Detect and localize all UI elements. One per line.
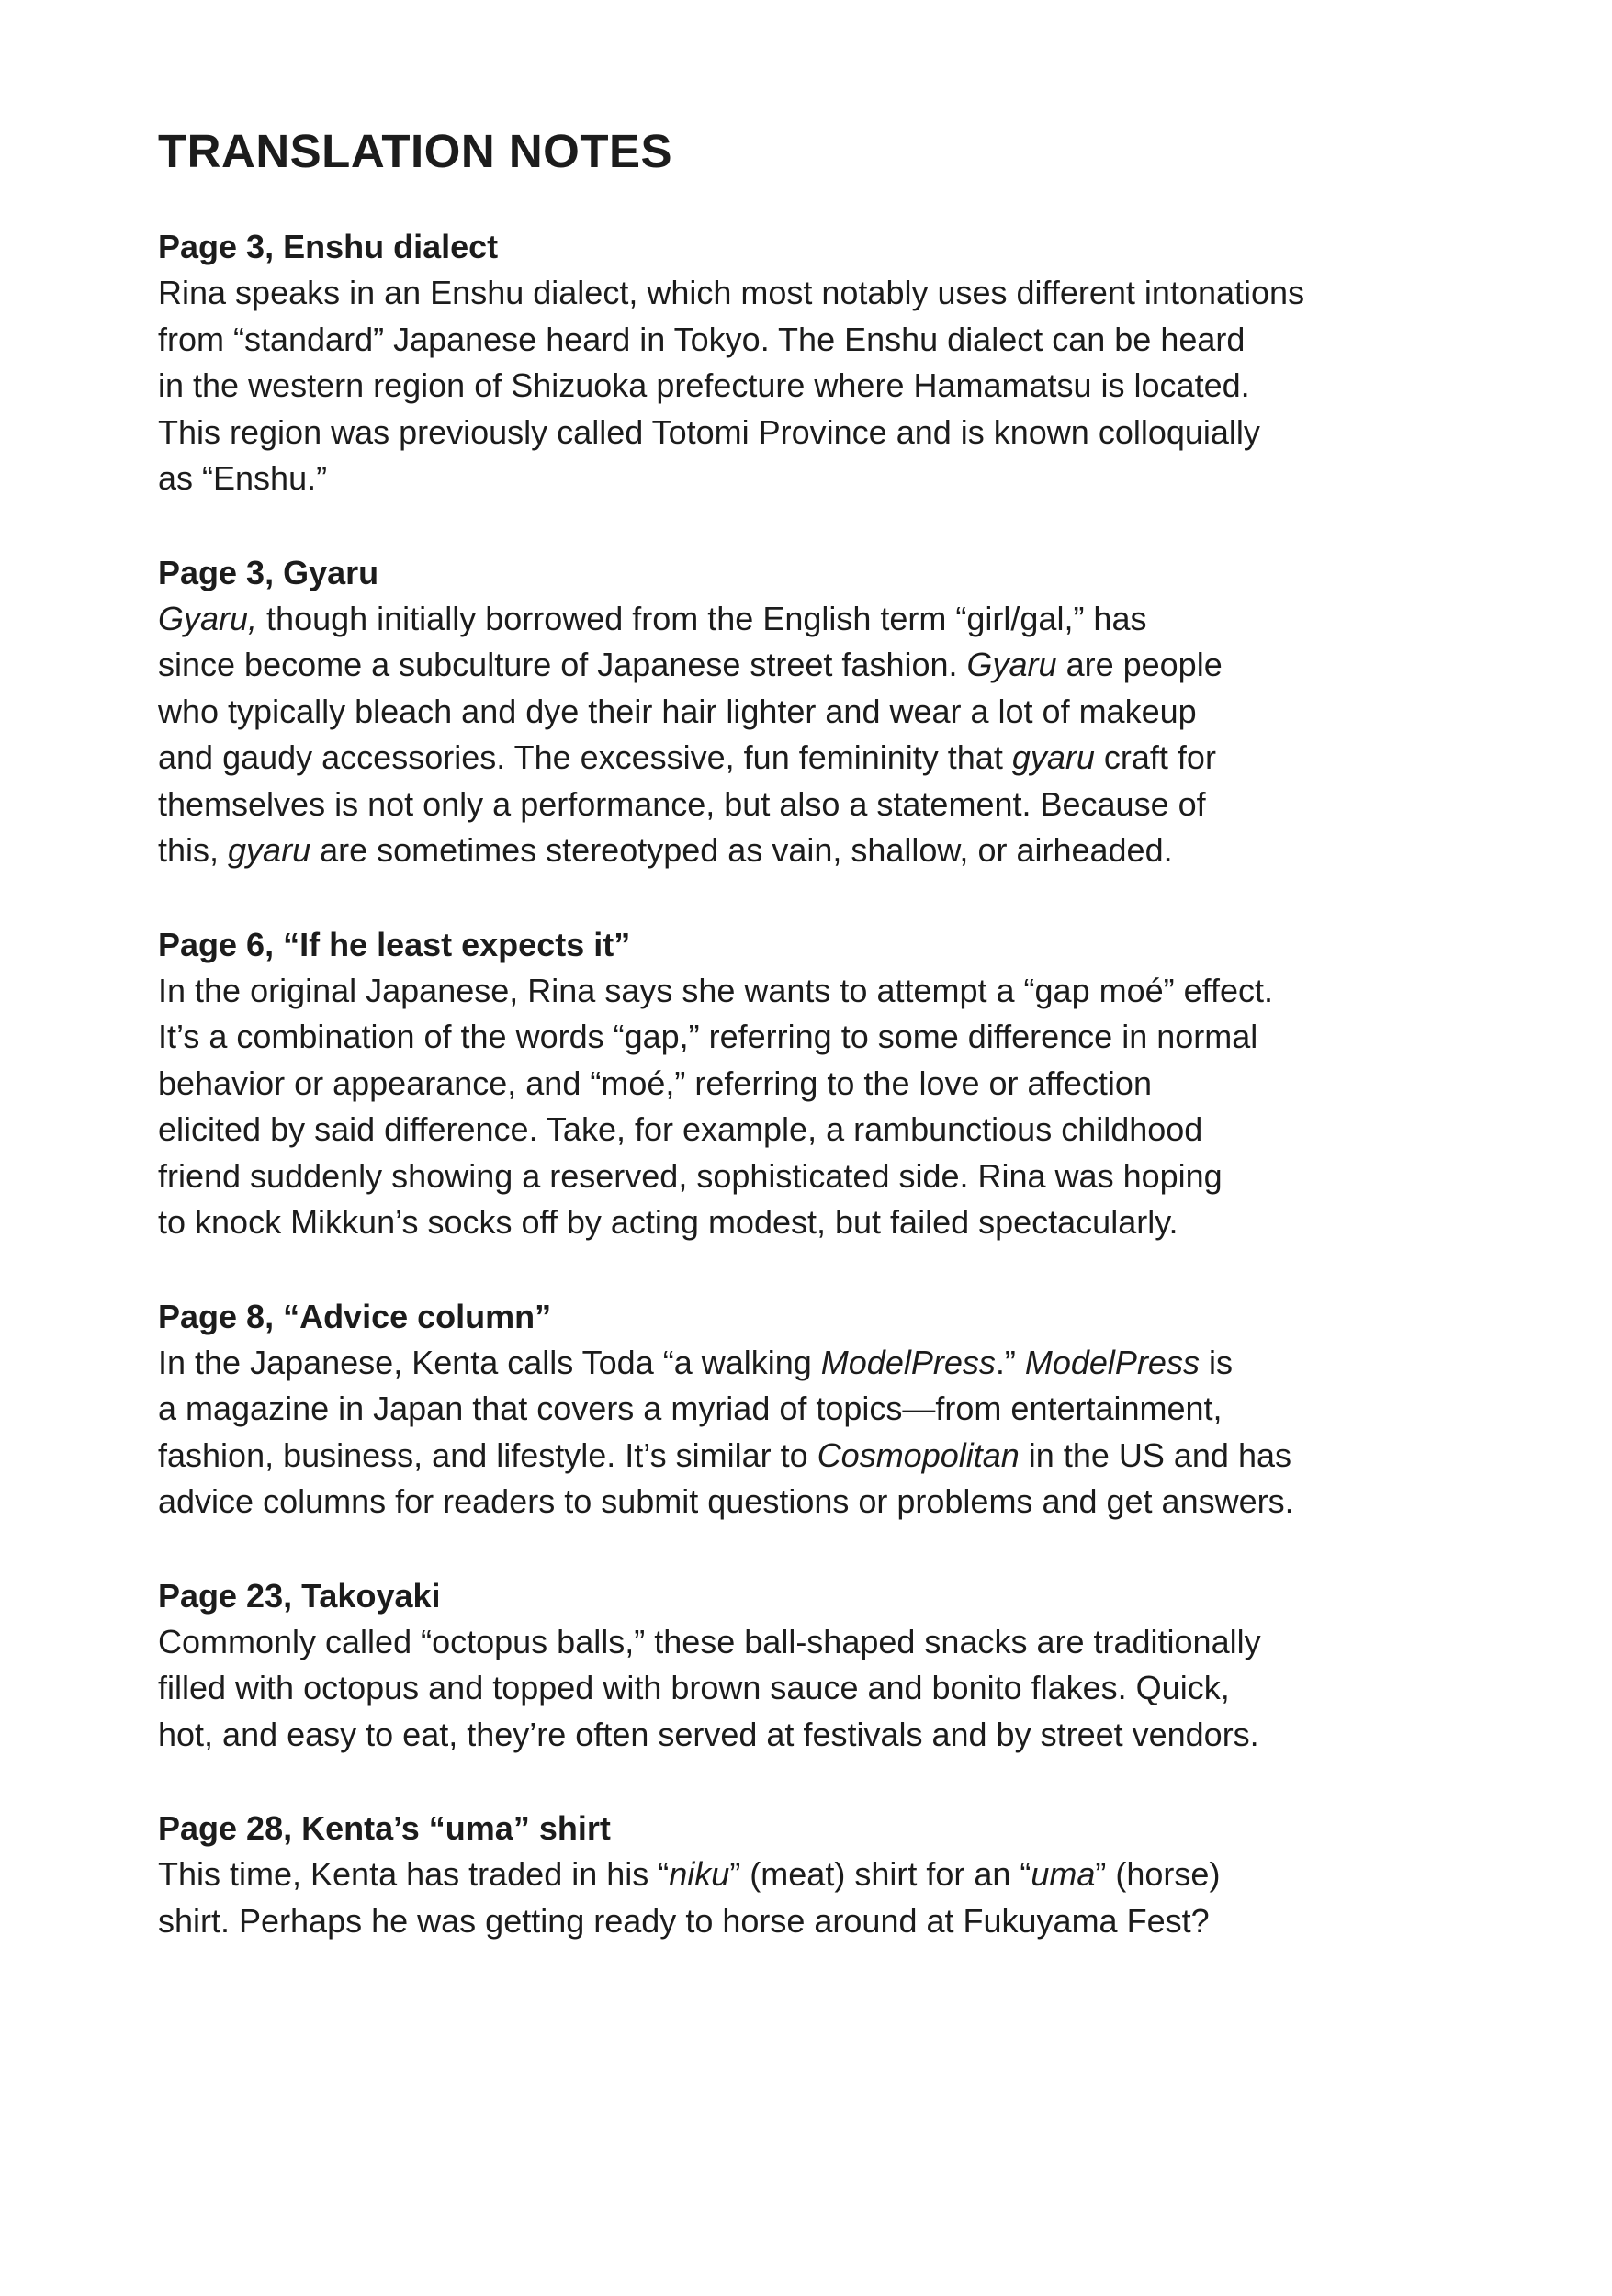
- text-run: a magazine in Japan that covers a myriad of topics—from entertainment,: [158, 1390, 1223, 1427]
- note-body-line: [158, 410, 1499, 456]
- italic-term: ModelPress: [820, 1343, 996, 1381]
- note-body: [158, 596, 1499, 874]
- italic-term: ModelPress: [1024, 1343, 1200, 1381]
- note-body-line: [158, 1898, 1499, 1945]
- text-run: as “Enshu.”: [158, 459, 328, 497]
- note-body-line: [158, 1665, 1499, 1712]
- note-section: [158, 1806, 1499, 1944]
- note-heading: Page 3, Enshu dialect: [158, 228, 499, 265]
- text-run: in the US and has: [1019, 1435, 1291, 1474]
- note-body-line: [158, 689, 1499, 736]
- note-body-line: [158, 782, 1499, 828]
- note-body-line: [158, 1061, 1499, 1108]
- text-run: to knock Mikkun’s socks off by acting modest, but failed spectacularly.: [158, 1203, 1178, 1241]
- note-body-line: [158, 1199, 1499, 1246]
- text-run: elicited by said difference. Take, for example, a rambunctious childhood: [158, 1110, 1203, 1148]
- note-section: [158, 922, 1499, 1246]
- note-body-line: [158, 1851, 1499, 1898]
- text-run: shirt. Perhaps he was getting ready to horse around at Fukuyama Fest?: [158, 1901, 1210, 1940]
- text-run: though initially borrowed from the English term “girl/gal,” has: [257, 599, 1147, 637]
- note-section: [158, 1294, 1499, 1525]
- text-run: filled with octopus and topped with brown sauce and bonito flakes. Quick,: [158, 1669, 1230, 1706]
- note-body-line: [158, 456, 1499, 502]
- text-run: are sometimes stereotyped as vain, shallow, or airheaded.: [310, 831, 1173, 869]
- text-run: This region was previously called Totomi Province and is known colloquially: [158, 412, 1260, 451]
- text-run: hot, and easy to eat, they’re often served at festivals and by street vendors.: [158, 1715, 1259, 1753]
- note-body: [158, 270, 1499, 502]
- note-body-line: [158, 363, 1499, 410]
- note-section: [158, 224, 1499, 502]
- note-body-line: [158, 1712, 1499, 1759]
- note-section: [158, 1573, 1499, 1759]
- text-run: craft for: [1094, 738, 1216, 776]
- text-run: ” (horse): [1095, 1855, 1221, 1893]
- italic-term: gyaru: [228, 831, 311, 869]
- translation-notes-page: [158, 124, 1499, 1992]
- note-section: [158, 550, 1499, 874]
- text-run: and gaudy accessories. The excessive, fun femininity that: [158, 738, 1012, 776]
- note-body-line: [158, 827, 1499, 874]
- text-run: In the Japanese, Kenta calls Toda “a walking: [158, 1343, 821, 1381]
- italic-term: gyaru: [1011, 738, 1095, 776]
- note-heading: Page 6, “If he least expects it”: [158, 925, 631, 963]
- text-run: Rina speaks in an Enshu dialect, which most notably uses different intonations: [158, 274, 1305, 311]
- note-body: [158, 968, 1499, 1246]
- text-run: is: [1199, 1343, 1233, 1381]
- note-body-line: [158, 1386, 1499, 1433]
- italic-term: uma: [1031, 1855, 1096, 1893]
- note-heading: Page 28, Kenta’s “uma” shirt: [158, 1809, 611, 1847]
- text-run: from “standard” Japanese heard in Tokyo. The Enshu dialect can be heard: [158, 320, 1246, 358]
- text-run: fashion, business, and lifestyle. It’s similar to: [158, 1435, 817, 1474]
- note-body-line: [158, 270, 1499, 317]
- text-run: behavior or appearance, and “moé,” referring to the love or affection: [158, 1064, 1152, 1102]
- note-body-line: [158, 1619, 1499, 1666]
- note-body: [158, 1619, 1499, 1759]
- text-run: in the western region of Shizuoka prefecture where Hamamatsu is located.: [158, 366, 1250, 404]
- note-body-line: [158, 1107, 1499, 1154]
- note-body-line: [158, 735, 1499, 782]
- text-run: This time, Kenta has traded in his “: [158, 1855, 670, 1893]
- text-run: who typically bleach and dye their hair lighter and wear a lot of makeup: [158, 692, 1197, 730]
- text-run: In the original Japanese, Rina says she wants to attempt a “gap moé” effect.: [158, 971, 1274, 1009]
- text-run: friend suddenly showing a reserved, sophisticated side. Rina was hoping: [158, 1156, 1223, 1195]
- text-run: themselves is not only a performance, but also a statement. Because of: [158, 784, 1206, 823]
- note-body-line: [158, 1014, 1499, 1061]
- italic-term: niku: [669, 1855, 730, 1893]
- note-body-line: [158, 1433, 1499, 1480]
- note-body-line: [158, 1154, 1499, 1200]
- italic-term: Gyaru,: [158, 599, 258, 637]
- text-run: this,: [158, 831, 229, 869]
- italic-term: Gyaru: [966, 646, 1057, 683]
- text-run: .”: [995, 1343, 1025, 1381]
- text-run: are people: [1056, 646, 1223, 683]
- text-run: ” (meat) shirt for an “: [729, 1855, 1031, 1893]
- note-heading: Page 23, Takoyaki: [158, 1576, 441, 1615]
- text-run: It’s a combination of the words “gap,” referring to some difference in normal: [158, 1018, 1258, 1055]
- text-run: Commonly called “octopus balls,” these ball-shaped snacks are traditionally: [158, 1622, 1261, 1660]
- notes-list: [158, 224, 1499, 1944]
- note-heading: Page 3, Gyaru: [158, 553, 379, 591]
- italic-term: Cosmopolitan: [817, 1435, 1020, 1474]
- note-body-line: [158, 642, 1499, 689]
- note-body-line: [158, 968, 1499, 1015]
- note-body-line: [158, 1340, 1499, 1387]
- note-body: [158, 1851, 1499, 1944]
- text-run: since become a subculture of Japanese street fashion.: [158, 646, 967, 683]
- note-body: [158, 1340, 1499, 1525]
- note-body-line: [158, 1479, 1499, 1525]
- page-title: TRANSLATION NOTES: [158, 125, 673, 177]
- note-heading: Page 8, “Advice column”: [158, 1297, 552, 1335]
- text-run: advice columns for readers to submit questions or problems and get answers.: [158, 1482, 1294, 1520]
- note-body-line: [158, 596, 1499, 643]
- note-body-line: [158, 317, 1499, 364]
